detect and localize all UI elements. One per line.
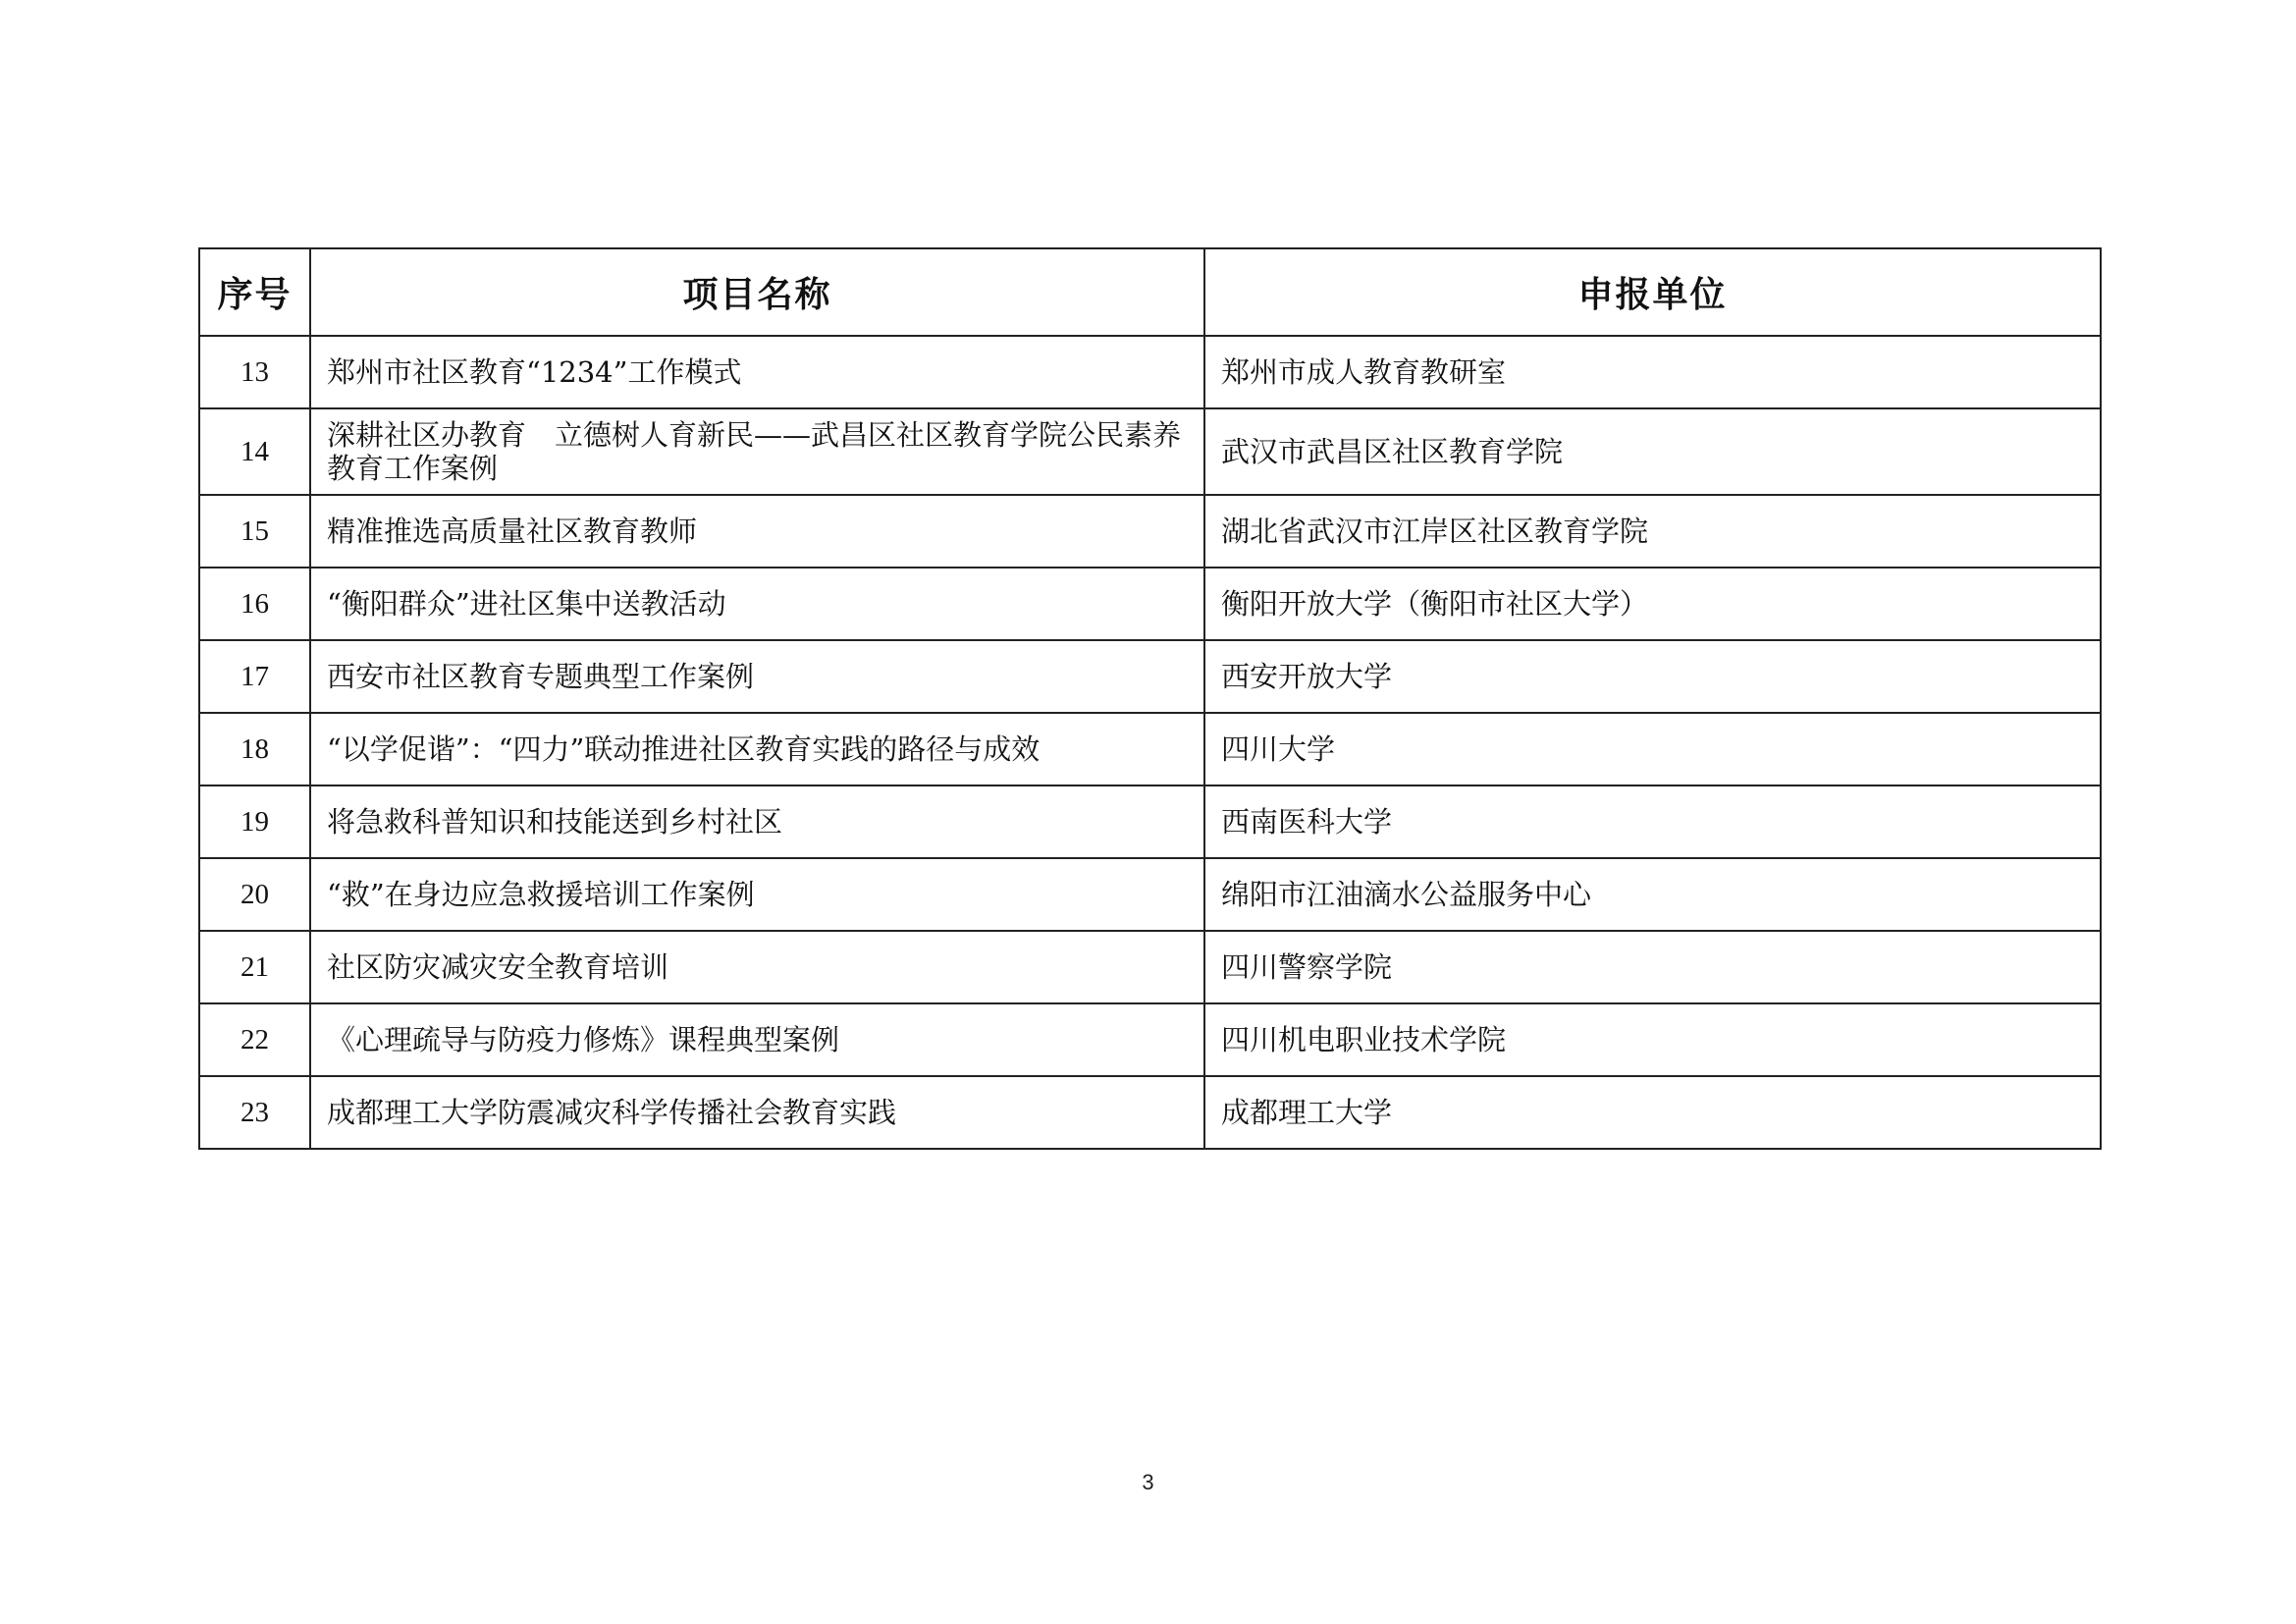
cell-serial-number: 18 (199, 713, 310, 785)
cell-applicant-unit: 成都理工大学 (1204, 1076, 2101, 1149)
cell-applicant-unit: 四川机电职业技术学院 (1204, 1003, 2101, 1076)
project-table (198, 247, 2102, 1150)
cell-applicant-unit: 四川大学 (1204, 713, 2101, 785)
table-row (199, 1076, 2101, 1149)
cell-project-name: 《心理疏导与防疫力修炼》课程典型案例 (310, 1003, 1204, 1076)
cell-serial-number: 17 (199, 640, 310, 713)
cell-project-name: 将急救科普知识和技能送到乡村社区 (310, 785, 1204, 858)
cell-project-name: “衡阳群众”进社区集中送教活动 (310, 568, 1204, 640)
cell-project-name: 郑州市社区教育“1234”工作模式 (310, 336, 1204, 408)
cell-serial-number: 15 (199, 495, 310, 568)
cell-applicant-unit: 西安开放大学 (1204, 640, 2101, 713)
cell-project-name: 深耕社区办教育 立德树人育新民——武昌区社区教育学院公民素养教育工作案例 (310, 408, 1204, 495)
cell-applicant-unit: 衡阳开放大学（衡阳市社区大学） (1204, 568, 2101, 640)
page-number: 3 (1142, 1470, 1154, 1494)
header-applicant-unit: 申报单位 (1204, 248, 2101, 336)
cell-serial-number: 23 (199, 1076, 310, 1149)
table-body (199, 336, 2101, 1149)
table-header (199, 248, 2101, 336)
table-row (199, 931, 2101, 1003)
table-row (199, 495, 2101, 568)
cell-serial-number: 20 (199, 858, 310, 931)
cell-serial-number: 22 (199, 1003, 310, 1076)
cell-serial-number: 19 (199, 785, 310, 858)
cell-project-name: 成都理工大学防震减灾科学传播社会教育实践 (310, 1076, 1204, 1149)
cell-serial-number: 13 (199, 336, 310, 408)
table-row (199, 785, 2101, 858)
table-row (199, 640, 2101, 713)
header-row (199, 248, 2101, 336)
header-serial-number: 序号 (199, 248, 310, 336)
project-table-container (198, 247, 2102, 1150)
cell-project-name: “以学促谐”：“四力”联动推进社区教育实践的路径与成效 (310, 713, 1204, 785)
cell-serial-number: 14 (199, 408, 310, 495)
table-row (199, 408, 2101, 495)
cell-project-name: 精准推选高质量社区教育教师 (310, 495, 1204, 568)
cell-applicant-unit: 绵阳市江油滴水公益服务中心 (1204, 858, 2101, 931)
cell-project-name: 社区防灾减灾安全教育培训 (310, 931, 1204, 1003)
table-row (199, 336, 2101, 408)
cell-applicant-unit: 武汉市武昌区社区教育学院 (1204, 408, 2101, 495)
table-row (199, 568, 2101, 640)
table-row (199, 858, 2101, 931)
cell-project-name: “救”在身边应急救援培训工作案例 (310, 858, 1204, 931)
cell-serial-number: 21 (199, 931, 310, 1003)
header-project-name: 项目名称 (310, 248, 1204, 336)
table-row (199, 1003, 2101, 1076)
cell-serial-number: 16 (199, 568, 310, 640)
cell-applicant-unit: 湖北省武汉市江岸区社区教育学院 (1204, 495, 2101, 568)
cell-applicant-unit: 郑州市成人教育教研室 (1204, 336, 2101, 408)
cell-project-name: 西安市社区教育专题典型工作案例 (310, 640, 1204, 713)
table-row (199, 713, 2101, 785)
cell-applicant-unit: 西南医科大学 (1204, 785, 2101, 858)
cell-applicant-unit: 四川警察学院 (1204, 931, 2101, 1003)
